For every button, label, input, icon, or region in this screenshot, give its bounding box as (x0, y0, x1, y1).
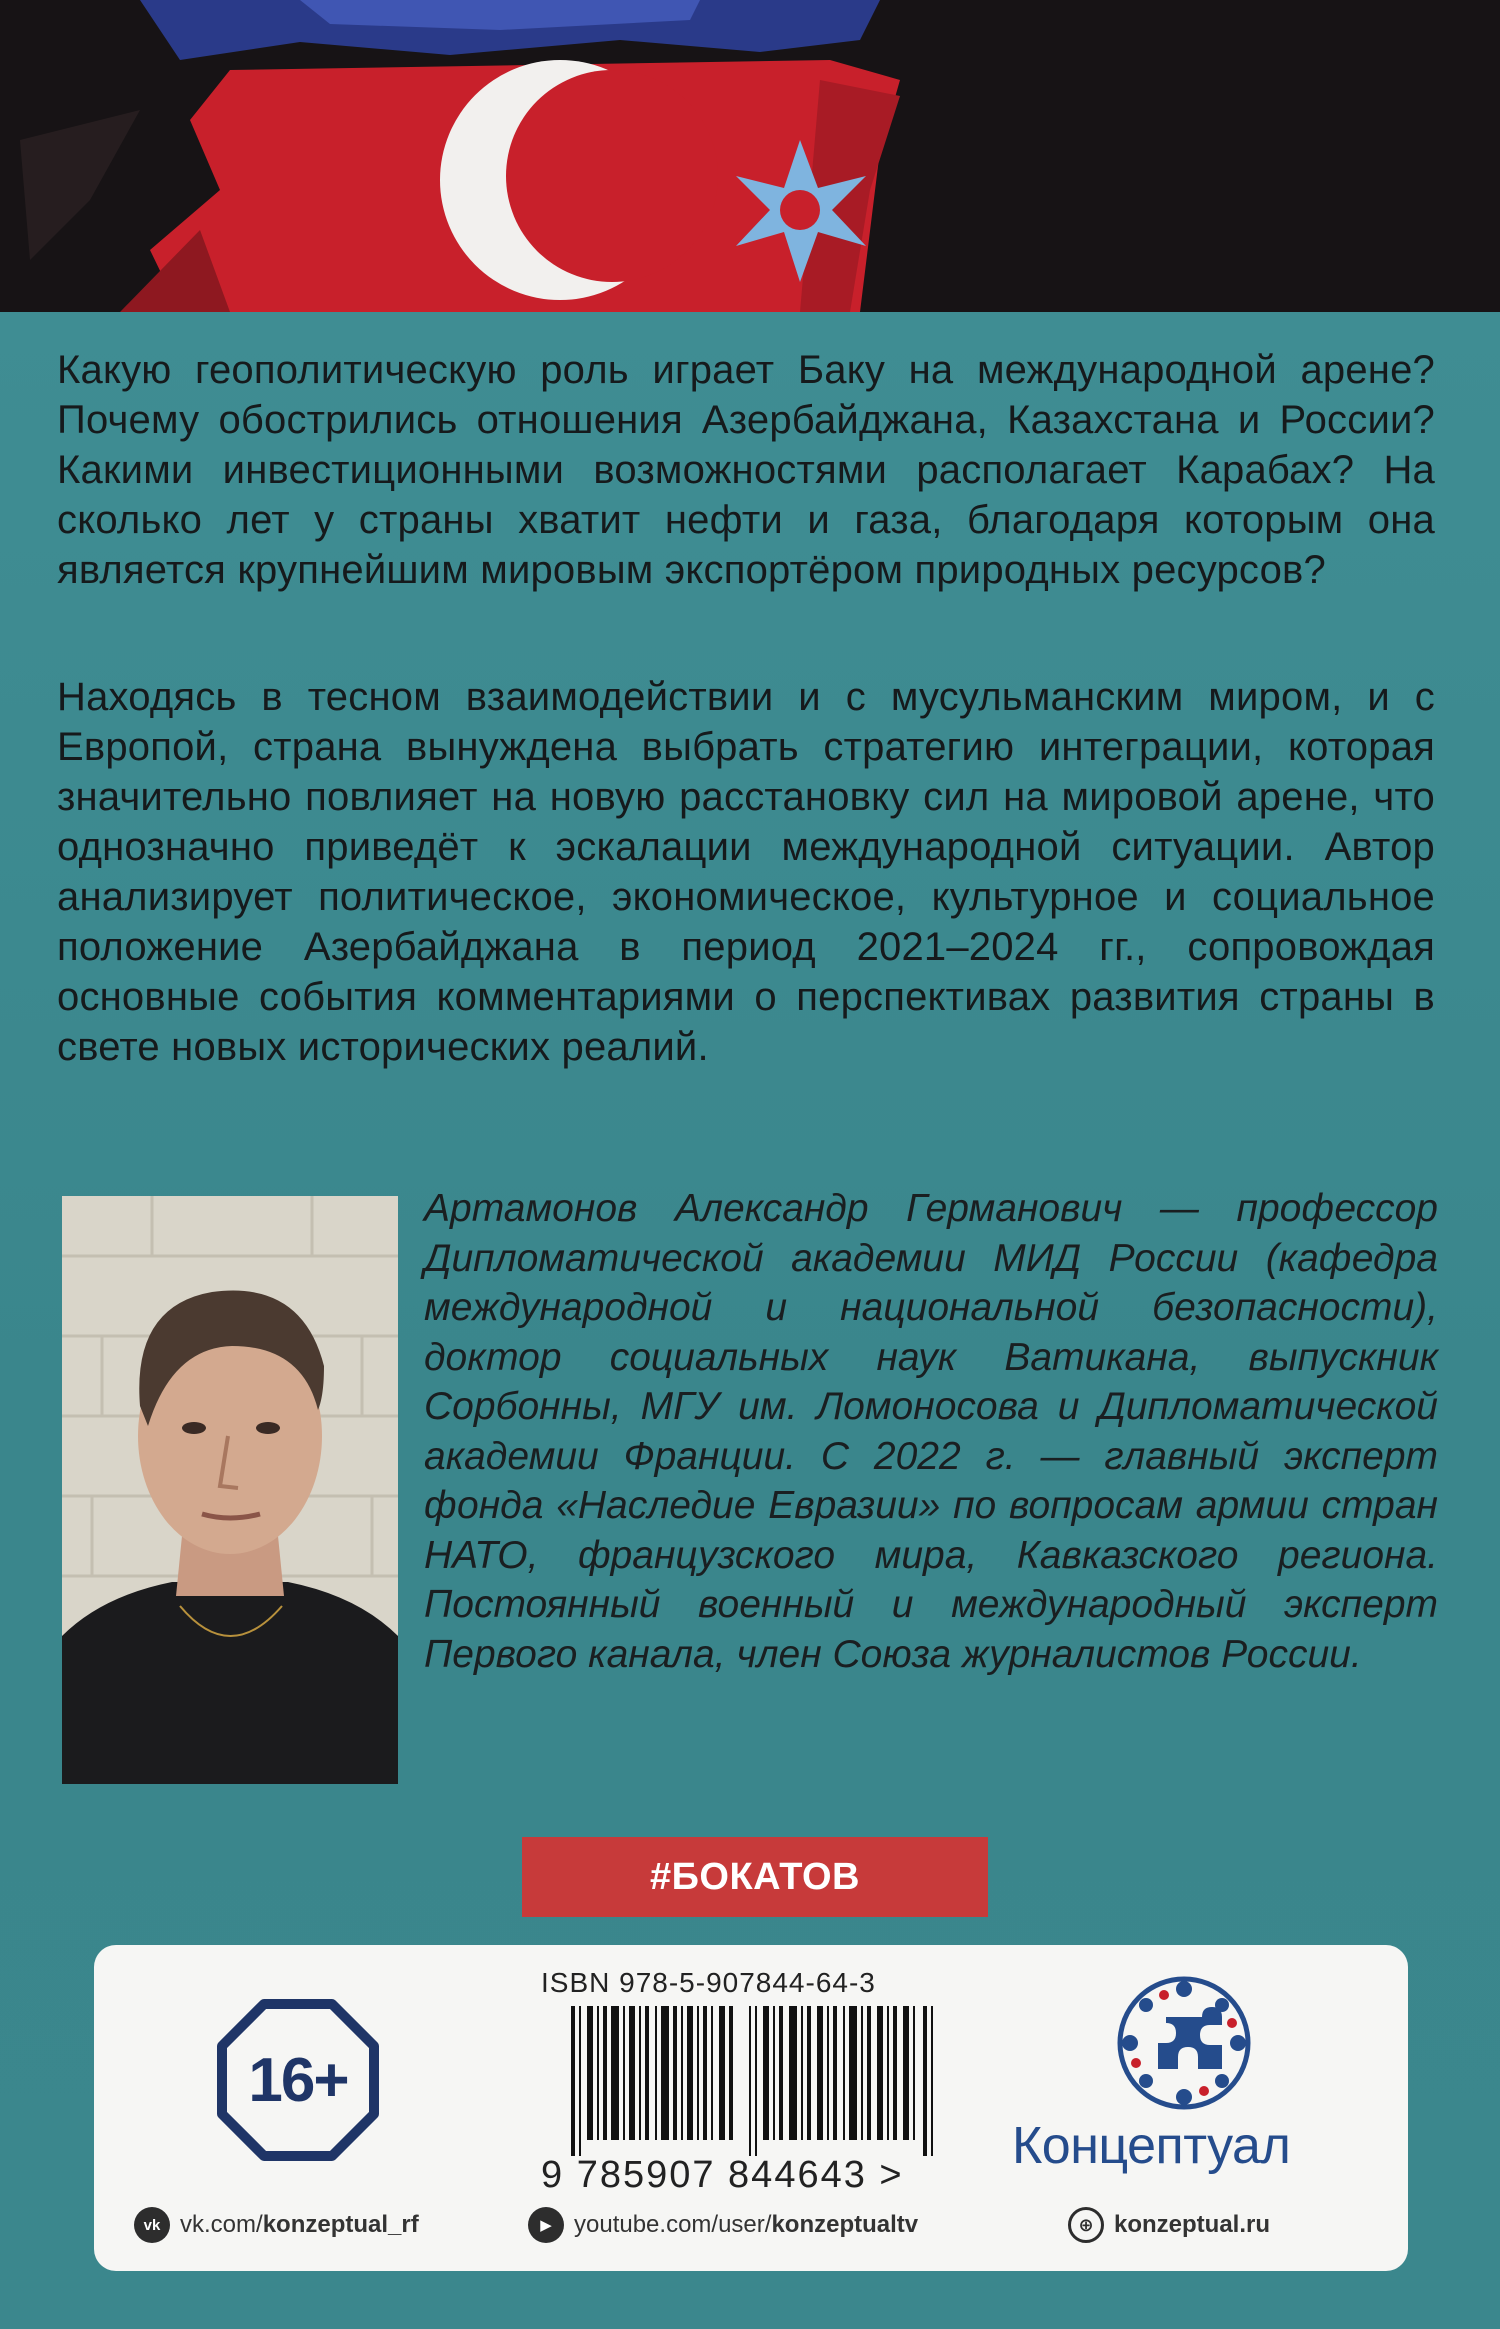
youtube-link-handle: konzeptualtv (771, 2211, 919, 2238)
barcode-digits: 9 785907 844643 > (541, 2154, 904, 2196)
website-link-domain: konzeptual.ru (1114, 2211, 1271, 2238)
publisher-name: Концептуал (1012, 2117, 1291, 2175)
barcode (571, 2006, 937, 2156)
globe-icon: ⊕ (1068, 2207, 1104, 2243)
description-paragraph-1: Какую геополитическую роль играет Баку на международной арене? Почему обострились отношения Азербайджана, Казахстана и России? Какими инвестиционными возможностями располагает Карабах? На сколько лет у страны хватит нефти и газа, благодаря которым она является крупнейшим мировым экспортёром природных ресурсов? (57, 348, 1435, 592)
vk-icon: vk (134, 2207, 170, 2243)
imprint-panel (94, 1945, 1408, 2271)
description-paragraph-2: Находясь в тесном взаимодействии и с мусульманским миром, и с Европой, страна вынуждена выбрать стратегию интеграции, которая значительно повлияет на новую расстановку сил на мировой арене, что однозначно приведёт к эскалации международной ситуации. Автор анализирует политическое, экономическое, культурное и социальное положение Азербайджана в период 2021–2024 гг., сопровождая основные события комментариями о перспективах развития страны в свете новых исторических реалий. (57, 675, 1435, 1069)
vk-link-prefix: vk.com/ (180, 2211, 263, 2238)
puzzle-logo-icon (1114, 1973, 1254, 2113)
age-rating-badge: 16+ (248, 2045, 348, 2115)
hashtag-badge: #БОКАТОВ (522, 1837, 988, 1917)
vk-link[interactable] (134, 2207, 419, 2243)
youtube-link[interactable] (528, 2207, 918, 2243)
vk-link-handle: konzeptual_rf (262, 2211, 419, 2238)
author-photo (62, 1196, 398, 1784)
website-link[interactable] (1068, 2207, 1270, 2243)
youtube-link-prefix: youtube.com/user/ (574, 2211, 772, 2238)
flag-artwork (0, 0, 1500, 312)
youtube-icon: ▶ (528, 2207, 564, 2243)
isbn-label: ISBN 978-5-907844-64-3 (541, 1967, 876, 1998)
author-bio: Артамонов Александр Германович — профессор Дипломатической академии МИД России (кафедра международной и национальной безопасности), доктор социальных наук Ватикана, выпускник Сорбонны, МГУ им. Ломоносова и Дипломатической академии Франции. С 2022 г. — главный эксперт фонда «Наследие Евразии» по вопросам армии стран НАТО, французского мира, Кавказского региона. Постоянный военный и международный эксперт Первого канала, член Союза журналистов России. (424, 1187, 1438, 1676)
